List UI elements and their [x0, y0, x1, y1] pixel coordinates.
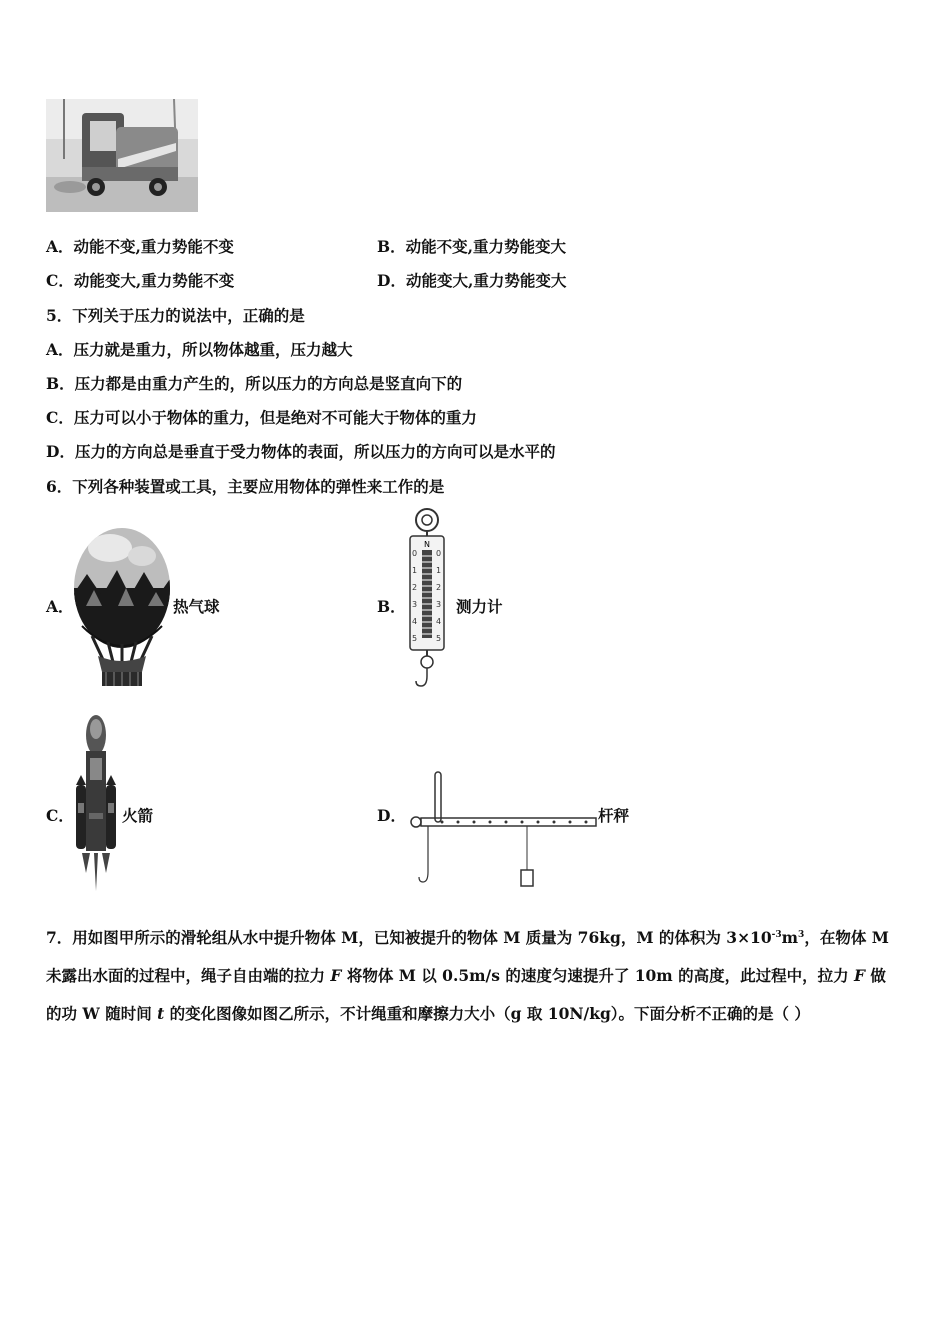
scale-tick-right-1: 1	[436, 566, 442, 575]
q7-line-1	[46, 916, 906, 957]
q7-line2-text-c: 做	[865, 966, 886, 985]
q7-exponent-1: -3	[771, 930, 782, 940]
q7-force-symbol-2: F	[853, 966, 865, 985]
q6-option-b-letter: B．	[377, 597, 406, 616]
scale-tick-right-2: 2	[436, 583, 442, 592]
q7-force-symbol: F	[330, 966, 342, 985]
q6-option-d-letter: D．	[377, 806, 406, 825]
q7-line2-text-a: 未露出水面的过程中，绳子自由端的拉力	[46, 966, 331, 985]
q6-option-d-caption: 杆秤	[598, 806, 630, 825]
spring-scale-image	[402, 506, 452, 690]
q6-stem: 6．下列各种装置或工具，主要应用物体的弹性来工作的是	[46, 477, 445, 496]
scale-tick-left-4: 4	[412, 617, 418, 626]
q5-option-d: D．压力的方向总是垂直于受力物体的表面，所以压力的方向可以是水平的	[46, 442, 556, 461]
q4-option-b: B．动能不变,重力势能变大	[377, 237, 566, 256]
q5-option-b: B．压力都是由重力产生的，所以压力的方向总是竖直向下的	[46, 374, 463, 393]
scale-tick-left-3: 3	[412, 600, 418, 609]
q7-time-symbol: t	[157, 1004, 165, 1023]
q7-line-2	[46, 957, 906, 995]
q7-line1-text-c: ，在物体 M	[804, 928, 889, 947]
scale-tick-right-4: 4	[436, 617, 442, 626]
q4-option-a: A．动能不变,重力势能不变	[46, 237, 234, 256]
q7-exponent-2: 3	[798, 930, 805, 940]
q5-option-c: C．压力可以小于物体的重力，但是绝对不可能大于物体的重力	[46, 408, 477, 427]
q6-option-a-letter: A．	[46, 597, 74, 616]
q6-option-c-caption: 火箭	[122, 806, 154, 825]
scale-tick-right-0: 0	[436, 549, 442, 558]
q7-line3-text-b: 的变化图像如图乙所示，不计绳重和摩擦力大小（g 取 10N/kg）。下面分析不正确的是（ ）	[164, 1004, 810, 1023]
scale-unit-label: N	[424, 540, 430, 549]
q7-line1-text-b: m	[781, 928, 799, 947]
q4-option-d: D．动能变大,重力势能变大	[377, 271, 567, 290]
q5-option-a: A．压力就是重力，所以物体越重，压力越大	[46, 340, 353, 359]
q7-line2-text-b: 将物体 M 以 0.5m/s 的速度匀速提升了 10m 的高度，此过程中，拉力	[341, 966, 854, 985]
q5-stem: 5．下列关于压力的说法中，正确的是	[46, 306, 305, 325]
q6-option-a-caption: 热气球	[173, 597, 220, 616]
q6-option-c-letter: C．	[46, 806, 74, 825]
hot-air-balloon-image	[72, 526, 172, 688]
q7-question	[46, 916, 906, 1033]
scale-tick-left-0: 0	[412, 549, 418, 558]
scale-tick-left-1: 1	[412, 566, 418, 575]
q7-line1-text-a: 7．用如图甲所示的滑轮组从水中提升物体 M，已知被提升的物体 M 质量为 76kg，M 的体积为 3×10	[46, 928, 772, 947]
q6-option-b-caption: 测力计	[456, 597, 503, 616]
steelyard-image	[402, 768, 598, 892]
scale-tick-right-5: 5	[436, 634, 442, 643]
scale-tick-left-2: 2	[412, 583, 418, 592]
scale-tick-left-5: 5	[412, 634, 418, 643]
street-sweeper-photo	[46, 99, 198, 212]
q7-line-3	[46, 995, 906, 1033]
scale-tick-right-3: 3	[436, 600, 442, 609]
q7-line3-text-a: 的功 W 随时间	[46, 1004, 158, 1023]
q4-option-c: C．动能变大,重力势能不变	[46, 271, 235, 290]
rocket-image	[72, 713, 120, 893]
